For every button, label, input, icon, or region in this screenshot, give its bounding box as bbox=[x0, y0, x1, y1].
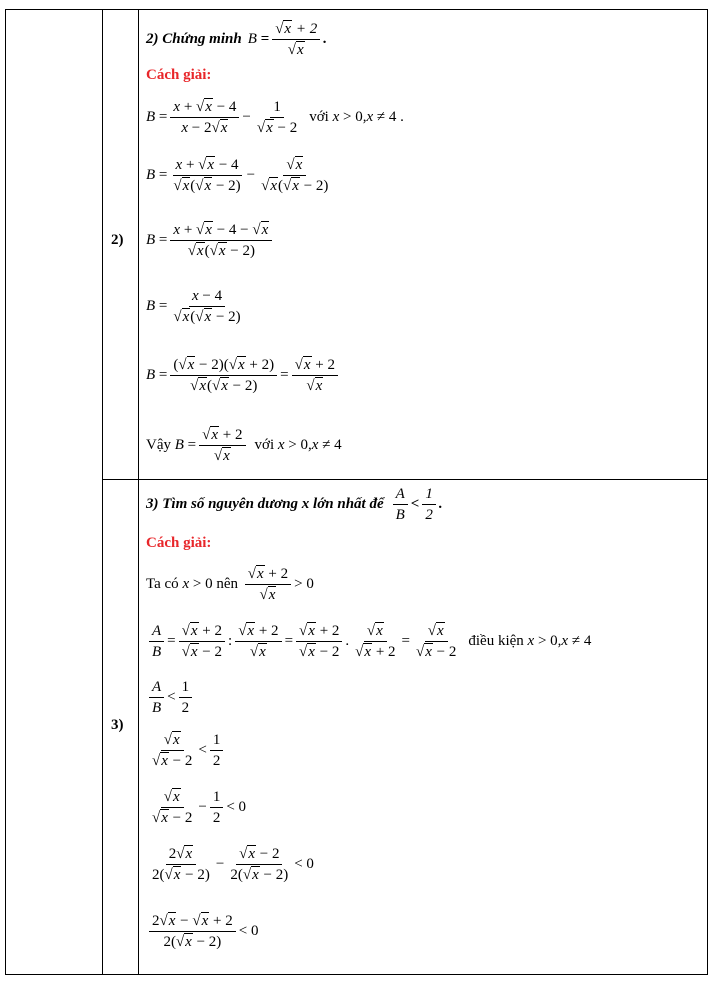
part3-step6: $\frac{2√x}{2(√x - 2)}$ − $\frac{√x - 2}{2(√x - 2)}$ < 0 bbox=[152, 846, 314, 883]
part2-step1: B = $\frac{x + √x - 4}{x - 2√x}$ − $\frac{1}{√x - 2}$ với x > 0, x ≠ 4 . bbox=[146, 99, 404, 136]
part2-conclusion-condition: với bbox=[254, 437, 275, 453]
part2-conclusion-word: Vậy bbox=[146, 437, 171, 453]
part3-step4: $\frac{√x}{√x - 2}$ < $\frac{1}{2}$ bbox=[146, 731, 226, 770]
part3-step5: $\frac{√x}{√x - 2}$ − $\frac{1}{2}$ < 0 bbox=[152, 789, 247, 826]
part3-step3: $\frac{A}{B}$ < $\frac{1}{2}$ bbox=[146, 678, 195, 717]
part2-title-text: 2) Chứng minh bbox=[146, 31, 242, 47]
part2-conclusion: Vậy B = $\frac{√x + 2}{√x}$ với x > 0, x ≠ 4 bbox=[146, 427, 342, 464]
part3-since: nên bbox=[216, 576, 238, 592]
part3-step2: $\frac{A}{B}$ = $\frac{√x + 2}{√x - 2}$ : $\frac{√x + 2}{√x}$ = $\frac{√x + 2}{√x - 2}$ . $\frac{√x}{√x + 2}$ = $\frac{√x}{√x - 2}$ điều kiện x > 0, x ≠ 4 bbox=[146, 622, 591, 661]
part3-title-text: 3) Tìm số nguyên dương x lớn nhất để bbox=[146, 496, 384, 512]
part3-step1: Ta có x > 0 nên $\frac{√x + 2}{√x}$ > 0 bbox=[146, 566, 314, 603]
part3-condition-word: điều kiện bbox=[468, 633, 524, 649]
part2-condition-word: với bbox=[309, 109, 329, 125]
part3-step7: $\frac{2√x - √x + 2}{2(√x - 2)}$ < 0 bbox=[146, 912, 258, 951]
part2-step4: B = $\frac{x - 4}{√x(√x - 2)}$ bbox=[146, 288, 241, 325]
part2-title: 2) Chứng minh B = $\frac{√x + 2}{√x}$ . bbox=[146, 21, 327, 58]
part3-heading: Cách giải: bbox=[146, 535, 212, 551]
question-number-2: 2) bbox=[111, 232, 124, 248]
part3-title: 3) Tìm số nguyên dương x lớn nhất để $\frac{A}{B}$ < $\frac{1}{2}$ . bbox=[146, 486, 443, 523]
part2-step2: B = $\frac{x + √x - 4}{√x(√x - 2)}$ − $\frac{√x}{√x(√x - 2)}$ bbox=[146, 157, 329, 194]
part2-heading: Cách giải: bbox=[146, 67, 212, 83]
part2-step5: B = $\frac{(√x - 2)(√x + 2)}{√x(√x - 2)}$ = $\frac{√x + 2}{√x}$ bbox=[146, 356, 341, 395]
part3-lead: Ta có bbox=[146, 576, 179, 592]
question-number-3: 3) bbox=[111, 717, 124, 733]
part2-step3: B = $\frac{x + √x - 4 - √x}{√x(√x - 2)}$ bbox=[146, 221, 275, 260]
